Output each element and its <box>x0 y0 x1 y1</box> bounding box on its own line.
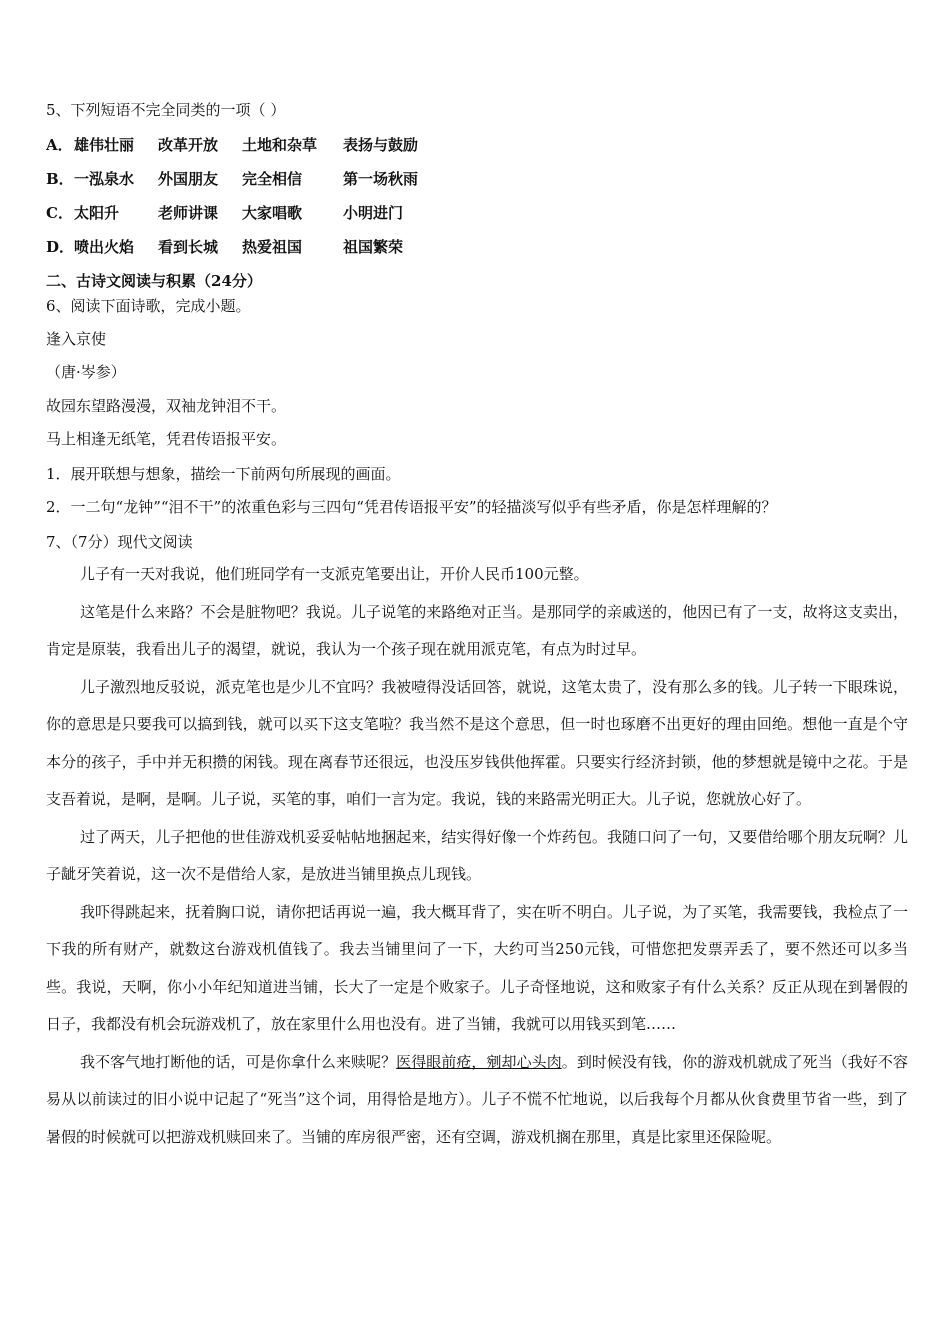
option-item: 土地和杂草 <box>242 136 318 154</box>
paragraph: 这笔是什么来路？不会是脏物吧？我说。儿子说笔的来路绝对正当。是那同学的亲戚送的，他因已有了一支，故将这支卖出，肯定是原装，我看出儿子的渴望，就说，我认为一个孩子现在就用派克笔，有点为时过早。 <box>46 602 908 658</box>
q5-option-d <box>46 237 906 257</box>
option-item: 一泓泉水 <box>74 170 135 188</box>
paragraph: 我吓得跳起来，抚着胸口说，请你把话再说一遍，我大概耳背了，实在听不明白。儿子说，为了买笔，我需要钱，我检点了一下我的所有财产，就数这台游戏机值钱了。我去当铺里问了一下，大约可当250元钱，可惜您把发票弄丢了，要不然还可以多当些。我说，天啊，你小小年纪知道进当铺，长大了一定是个败家子。儿子奇怪地说，这和败家子有什么关系？反正从现在到暑假的日子，我都没有机会玩游戏机了，放在家里什么用也没有。进了当铺，我就可以用钱买到笔…… <box>46 902 908 1033</box>
q6-sub-question-2: 2．一二句“龙钟”“泪不干”的浓重色彩与三四句“凭君传语报平安”的轻描淡写似乎有些矛盾，你是怎样理解的？ <box>46 498 777 516</box>
q6-intro: 6、阅读下面诗歌，完成小题。 <box>46 297 251 315</box>
paragraph <box>46 1044 908 1157</box>
q5-option-c <box>46 203 906 223</box>
q5-option-b <box>46 169 906 189</box>
poem-line-2: 马上相逢无纸笔，凭君传语报平安。 <box>46 430 287 448</box>
paragraph-text: 我不客气地打断他的话，可是你拿什么来赎呢？ <box>80 1052 397 1071</box>
option-item: 改革开放 <box>158 136 219 154</box>
poem-title: 逢入京使 <box>46 330 107 348</box>
section-heading: 二、古诗文阅读与积累（24分） <box>46 272 262 290</box>
poem-line-1: 故园东望路漫漫，双袖龙钟泪不干。 <box>46 397 287 415</box>
option-label: C． <box>46 204 73 222</box>
q5-title: 5、下列短语不完全同类的一项（ ） <box>46 101 286 119</box>
option-item: 表扬与鼓励 <box>343 136 419 154</box>
option-label: D． <box>46 238 75 256</box>
paragraph: 儿子激烈地反驳说，派克笔也是少儿不宜吗？我被噎得没话回答，就说，这笔太贵了，没有那么多的钱。儿子转一下眼珠说，你的意思是只要我可以搞到钱，就可以买下这支笔啦？我当然不是这个意思，但一时也琢磨不出更好的理由回绝。想他一直是个守本分的孩子，手中并无积攒的闲钱。现在离春节还很远，也没压岁钱供他挥霍。只要实行经济封锁，他的梦想就是镜中之花。于是支吾着说，是啊，是啊。儿子说，买笔的事，咱们一言为定。我说，钱的来路需光明正大。儿子说，您就放心好了。 <box>46 677 908 808</box>
option-item: 外国朋友 <box>158 170 219 188</box>
option-item: 看到长城 <box>158 238 219 256</box>
option-item: 第一场秋雨 <box>343 170 419 188</box>
option-item: 大家唱歌 <box>242 204 303 222</box>
underlined-phrase: 医得眼前疮，剜却心头肉 <box>396 1052 562 1071</box>
paragraph: 儿子有一天对我说，他们班同学有一支派克笔要出让，开价人民币100元整。 <box>80 565 589 583</box>
option-item: 喷出火焰 <box>74 238 135 256</box>
option-item: 太阳升 <box>74 204 120 222</box>
option-item: 热爱祖国 <box>242 238 303 256</box>
option-label: B． <box>46 170 74 188</box>
paragraph-text: 。到时候没有钱，你的游戏机就成了死当（我好不容易从以前读过的旧小说中记起了“死当”这个词，用得恰是地方）。儿子不慌不忙地说，以后我每个月都从伙食费里节省一些，到了暑假的时候就可以把游戏机赎回来了。当铺的库房很严密，还有空调，游戏机搁在那里，真是比家里还保险呢。 <box>46 1052 908 1146</box>
option-item: 小明进门 <box>343 204 404 222</box>
option-label: A． <box>46 136 73 154</box>
option-item: 老师讲课 <box>158 204 219 222</box>
reading-passage <box>46 556 908 1156</box>
q6-sub-question-1: 1．展开联想与想象，描绘一下前两句所展现的画面。 <box>46 465 401 483</box>
option-item: 祖国繁荣 <box>343 238 404 256</box>
option-item: 完全相信 <box>242 170 303 188</box>
paragraph: 过了两天，儿子把他的世佳游戏机妥妥帖帖地捆起来，结实得好像一个炸药包。我随口问了一句，又要借给哪个朋友玩啊？儿子龇牙笑着说，这一次不是借给人家，是放进当铺里换点儿现钱。 <box>46 827 908 883</box>
poem-author: （唐·岑参） <box>46 363 126 381</box>
q7-intro: 7、（7分）现代文阅读 <box>46 533 193 551</box>
q5-option-a <box>46 135 906 155</box>
option-item: 雄伟壮丽 <box>74 136 135 154</box>
